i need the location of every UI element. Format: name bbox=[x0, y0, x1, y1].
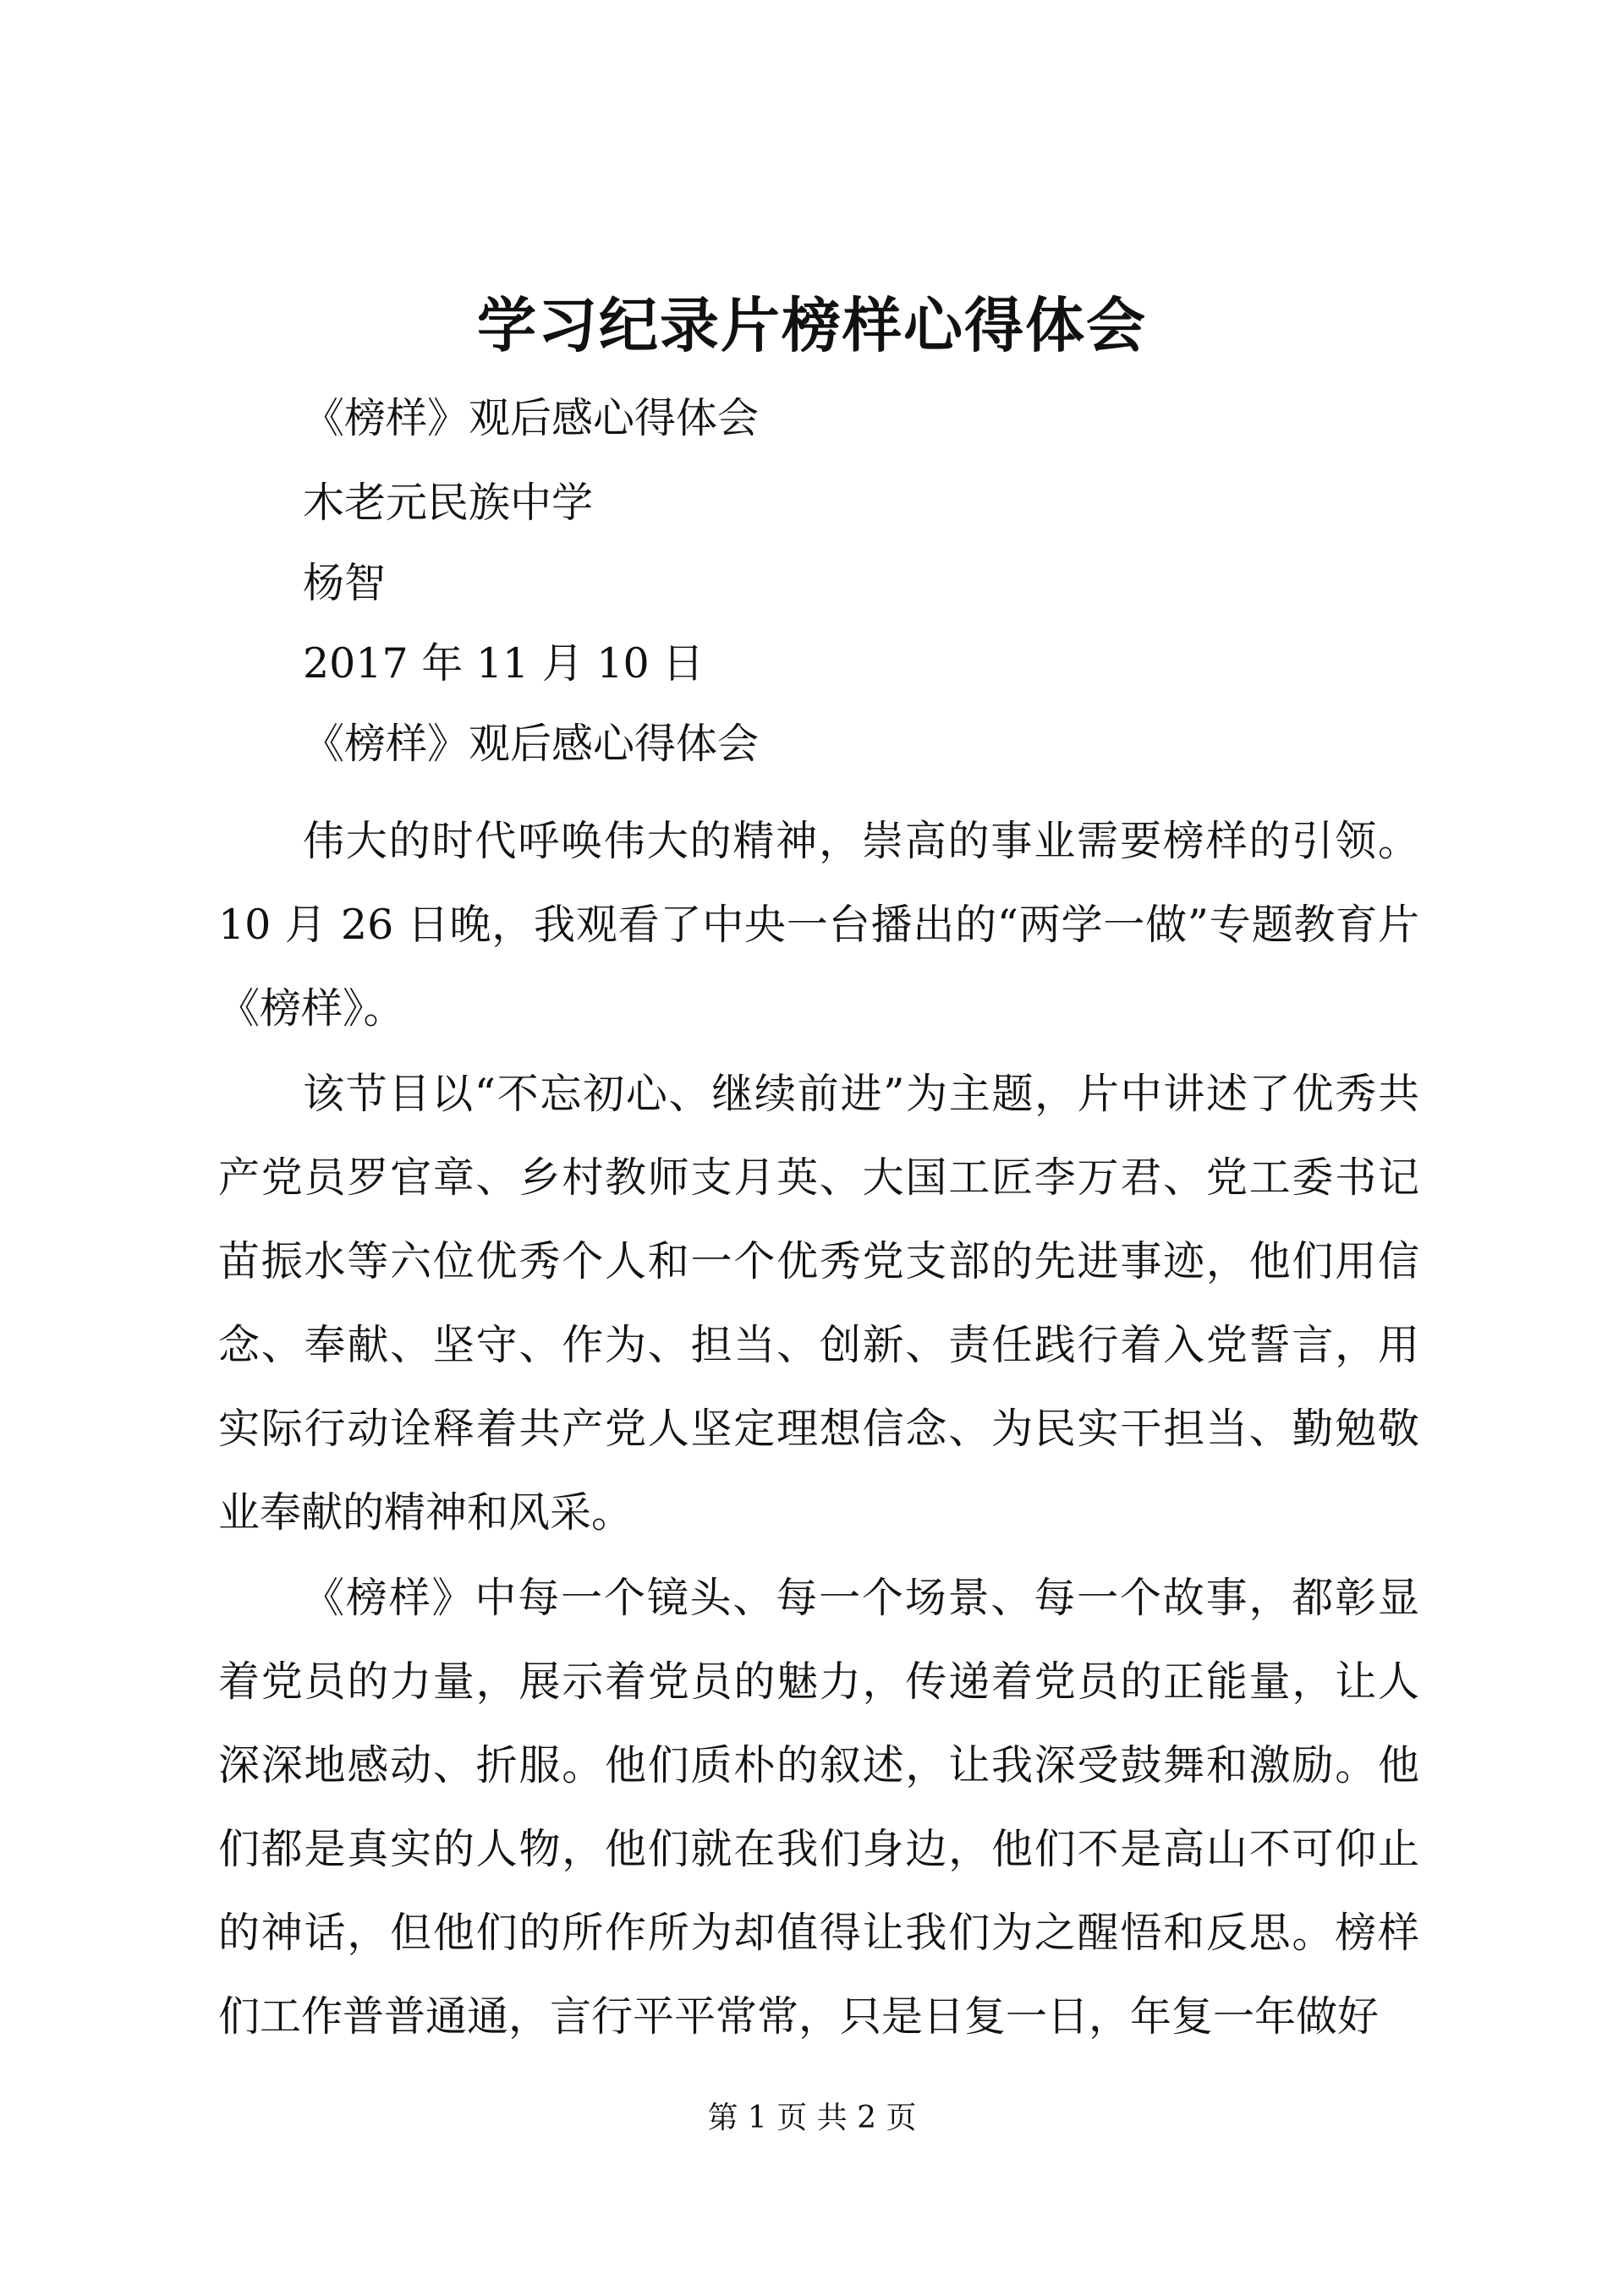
paragraph-1: 伟大的时代呼唤伟大的精神，崇高的事业需要榜样的引领。10 月 26 日晚，我观看了中央一台播出的“两学一做”专题教育片《榜样》。 bbox=[218, 817, 1419, 1033]
document-date: 2017 年 11 月 10 日 bbox=[303, 639, 705, 688]
school-name: 木老元民族中学 bbox=[303, 479, 594, 527]
page-number: 第 1 页 共 2 页 bbox=[707, 2101, 917, 2135]
subtitle-repeat: 《榜样》观后感心得体会 bbox=[303, 720, 760, 768]
author-name: 杨智 bbox=[303, 559, 387, 607]
paragraph-3: 《榜样》中每一个镜头、每一个场景、每一个故事，都彰显着党员的力量，展示着党员的魅力，传递着党员的正能量，让人深深地感动、折服。他们质朴的叙述，让我深受鼓舞和激励。他们都是真实的人物，他们就在我们身边，他们不是高山不可仰止的神话，但他们的所作所为却值得让我们为之醒悟和反思。榜样们工作普普通通，言行平平常常，只是日复一日，年复一年做好 bbox=[218, 1574, 1419, 2041]
body-text bbox=[218, 799, 1419, 2058]
paragraph-2: 该节目以“不忘初心、继续前进”为主题，片中讲述了优秀共产党员罗官章、乡村教师支月英、大国工匠李万君、党工委书记苗振水等六位优秀个人和一个优秀党支部的先进事迹，他们用信念、奉献、坚守、作为、担当、创新、责任践行着入党誓言，用实际行动诠释着共产党人坚定理想信念、为民实干担当、勤勉敬业奉献的精神和风采。 bbox=[218, 1070, 1419, 1537]
document-title: 学习纪录片榜样心得体会 bbox=[477, 290, 1147, 360]
subtitle: 《榜样》观后感心得体会 bbox=[303, 394, 760, 442]
